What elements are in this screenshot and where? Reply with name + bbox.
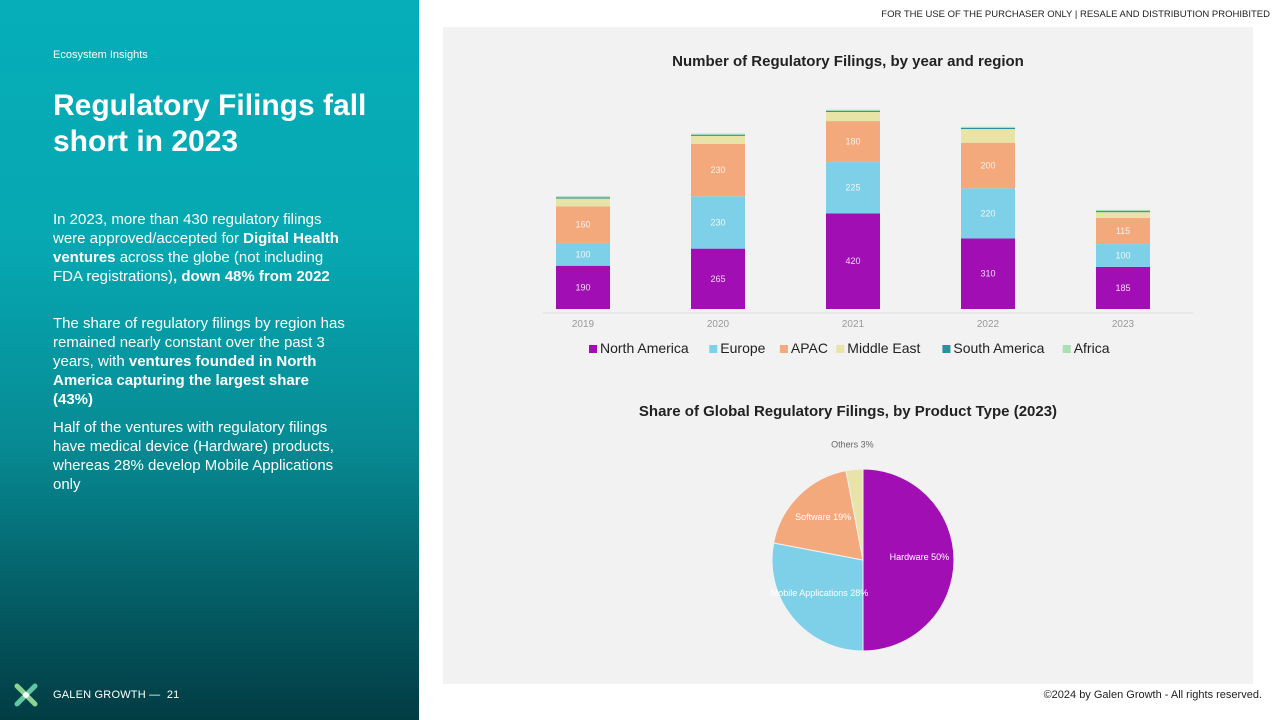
bar-segment-south-america <box>1096 211 1150 212</box>
bar-segment-middle-east <box>826 112 880 121</box>
bar-segment-africa <box>826 110 880 111</box>
bar-data-label: 265 <box>710 273 726 284</box>
galen-growth-logo-icon <box>11 680 41 710</box>
insight-paragraph-1 <box>53 210 353 286</box>
bar-data-label: 190 <box>575 282 591 293</box>
section-label: Ecosystem Insights <box>53 49 148 61</box>
bar-segment-middle-east <box>1096 212 1150 218</box>
bar-data-label: 220 <box>980 208 996 219</box>
bar-data-label: 115 <box>1115 225 1131 236</box>
legend-label: Africa <box>1073 340 1110 356</box>
left-panel <box>0 0 419 720</box>
bar-segment-africa <box>961 127 1015 128</box>
bar-segment-africa <box>691 134 745 135</box>
x-tick-label: 2021 <box>841 319 865 330</box>
slide-title: Regulatory Filings fall short in 2023 <box>53 89 367 158</box>
bar-data-label: 185 <box>1115 282 1131 293</box>
legend-swatch <box>942 345 950 353</box>
pie-data-label: Hardware 50% <box>889 552 950 562</box>
legend-swatch <box>836 345 844 353</box>
paragraph-run: ventures founded in North America capturing the largest share (43%) <box>53 353 317 408</box>
bar-segment-africa <box>556 196 610 197</box>
bar-data-label: 100 <box>575 249 591 260</box>
paragraph-run: , down 48% from 2022 <box>173 268 330 285</box>
legend-label: APAC <box>790 340 828 356</box>
bar-data-label: 200 <box>980 160 996 171</box>
bar-data-label: 420 <box>845 256 861 267</box>
x-tick-label: 2020 <box>706 319 730 330</box>
legend-swatch <box>1063 345 1071 353</box>
pie-data-label: Software 19% <box>795 512 852 523</box>
x-tick-label: 2019 <box>571 319 595 330</box>
pie-data-label: Mobile Applications 28% <box>770 587 869 598</box>
legend-item-south-america <box>942 340 1044 356</box>
bar-chart-title: Number of Regulatory Filings, by year and region <box>672 53 1024 70</box>
bar-segment-middle-east <box>691 136 745 144</box>
x-tick-label: 2023 <box>1111 319 1135 330</box>
paragraph-run: In 2023, more than 430 regulatory filings were approved/accepted for <box>53 211 322 247</box>
legend-item-apac <box>780 340 828 356</box>
bar-data-label: 310 <box>980 268 996 279</box>
bar-segment-south-america <box>691 135 745 136</box>
x-tick-label: 2022 <box>976 319 1000 330</box>
footer-left <box>11 680 179 710</box>
legend-label: Europe <box>720 340 766 356</box>
pie-chart <box>443 432 1253 682</box>
paragraph-run: Digital Health ventures <box>53 230 339 266</box>
chart-area <box>443 27 1253 684</box>
legend-label: North America <box>600 340 689 356</box>
paragraph-run: across the globe (not including FDA registrations) <box>53 249 324 285</box>
bar-segment-middle-east <box>556 199 610 207</box>
legend-label: Middle East <box>847 340 921 356</box>
legend-label: South America <box>953 340 1045 356</box>
bar-data-label: 180 <box>845 136 861 147</box>
bar-segment-south-america <box>826 111 880 112</box>
footer-brand: GALEN GROWTH — 21 <box>53 689 180 701</box>
insight-paragraph-2 <box>53 314 353 409</box>
bar-data-label: 230 <box>710 165 726 176</box>
bar-chart <box>443 27 1253 377</box>
legend-swatch <box>780 345 788 353</box>
disclaimer: FOR THE USE OF THE PURCHASER ONLY | RESALE AND DISTRIBUTION PROHIBITED <box>881 9 1270 20</box>
pie-data-label: Others 3% <box>831 439 874 450</box>
legend-item-africa <box>1063 340 1110 356</box>
bar-data-label: 100 <box>1115 250 1131 261</box>
legend-item-middle-east <box>836 340 920 356</box>
insight-paragraph-3 <box>53 418 353 494</box>
bar-segment-south-america <box>961 128 1015 129</box>
paragraph-run: Half of the ventures with regulatory filings have medical device (Hardware) products, whereas 28% develop Mobile Applications only <box>53 419 334 493</box>
bar-data-label: 160 <box>575 219 591 230</box>
legend-swatch <box>589 345 597 353</box>
legend-item-europe <box>709 340 765 356</box>
copyright: ©2024 by Galen Growth - All rights reserved. <box>1043 689 1262 701</box>
bar-segment-south-america <box>556 197 610 198</box>
pie-chart-title: Share of Global Regulatory Filings, by Product Type (2023) <box>638 403 1058 420</box>
legend-item-north-america <box>589 340 689 356</box>
bar-segment-africa <box>1096 210 1150 211</box>
bar-segment-middle-east <box>961 129 1015 143</box>
bar-data-label: 225 <box>845 182 861 193</box>
bar-data-label: 230 <box>710 217 726 228</box>
paragraph-run: The share of regulatory filings by region has remained nearly constant over the past 3 years, with <box>53 315 345 370</box>
legend-swatch <box>709 345 717 353</box>
